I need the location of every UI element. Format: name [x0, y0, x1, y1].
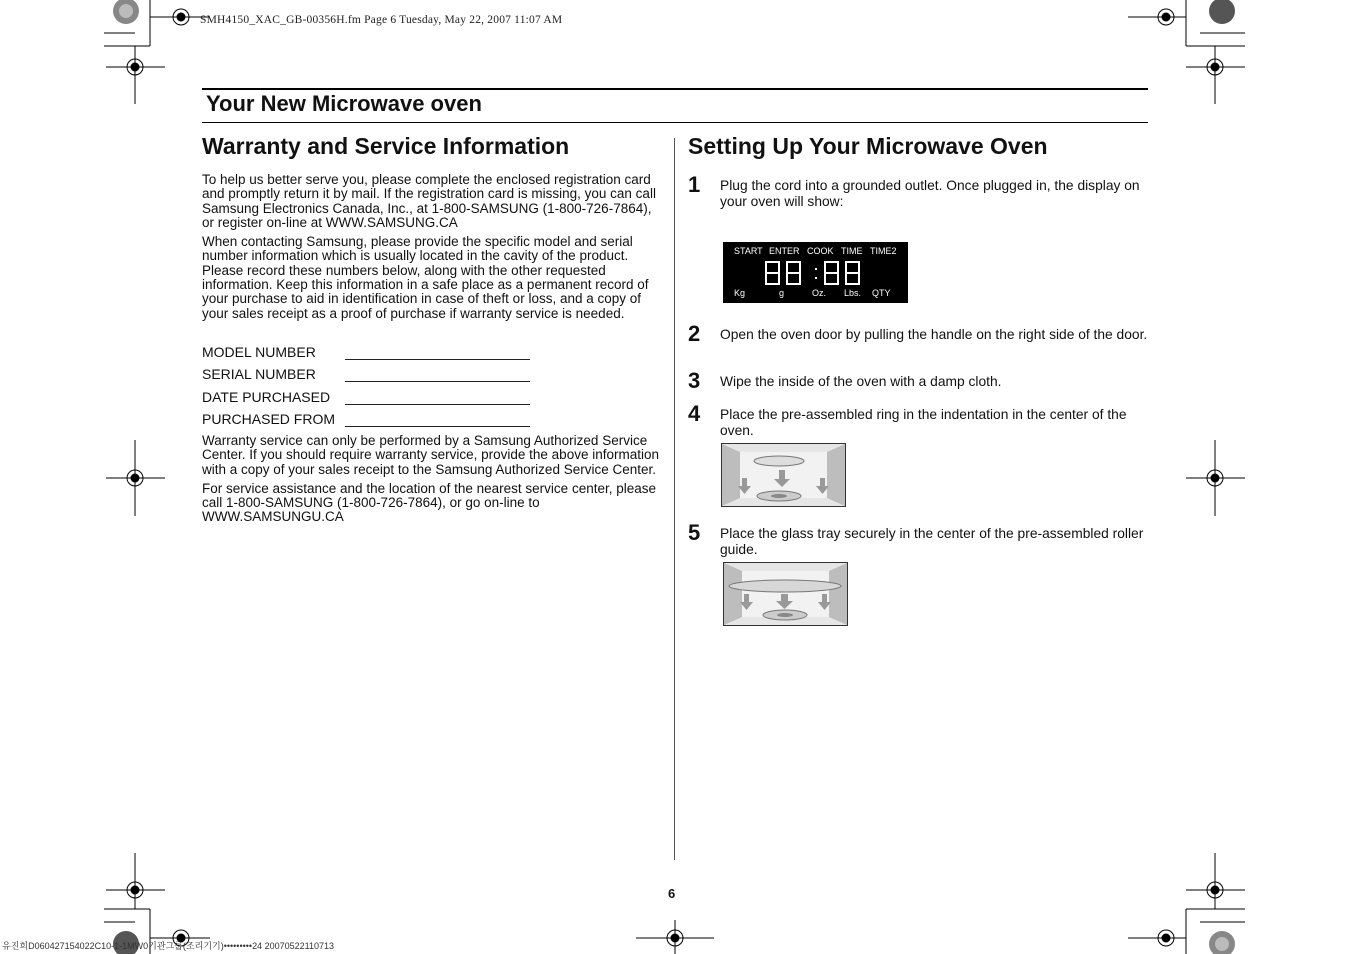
form-row-model: [202, 344, 664, 367]
form-label: MODEL NUMBER: [202, 343, 316, 360]
display-label-time: TIME: [841, 246, 863, 256]
step-text: Place the glass tray securely in the center of the pre-assembled roller guide.: [720, 526, 1144, 557]
warranty-para-1: To help us better serve you, please complete the enclosed registration card and promptly return it by mail. If the registration card is missing, you can call Samsung Electronics Canada, Inc., at 1-800-SAMSUNG (1-800-726-7864), or register on-line at WWW.SAMSUNG.CA: [202, 172, 656, 230]
ring-illustration: [721, 443, 846, 507]
display-label-start: START: [734, 246, 763, 256]
form-row-serial: [202, 366, 664, 389]
setup-heading: Setting Up Your Microwave Oven: [688, 133, 1048, 159]
page-title: Your New Microwave oven: [206, 91, 482, 116]
warranty-heading: Warranty and Service Information: [202, 133, 570, 159]
form-row-date: [202, 389, 664, 412]
display-digits-right: [824, 261, 864, 287]
warranty-para-4: For service assistance and the location of the nearest service center, please call 1-800-SAMSUNG (1-800-726-7864), or go on-line to WWW.SAMSUNGU.CA: [202, 480, 656, 525]
step-number: 4: [688, 401, 701, 426]
oven-display: [723, 242, 908, 303]
display-colon: [815, 265, 817, 283]
form-label: DATE PURCHASED: [202, 388, 331, 405]
display-label-cook: COOK: [807, 246, 834, 256]
display-label-g: g: [779, 288, 785, 298]
footer-code: 유진희D060427154022C10-1-1MW0기관그룹(조리기기)•••••••••24 20070522110713: [2, 941, 334, 951]
file-header: SMH4150_XAC_GB-00356H.fm Page 6 Tuesday, May 22, 2007 11:07 AM: [200, 14, 563, 26]
display-label-lbs: Lbs.: [844, 288, 862, 298]
step-text: Open the oven door by pulling the handle on the right side of the door.: [720, 327, 1148, 342]
display-label-enter: ENTER: [769, 246, 800, 256]
form-label: SERIAL NUMBER: [202, 366, 316, 383]
blank-line: [345, 344, 530, 360]
oven-tray-drawing: [724, 563, 847, 625]
page-number: 6: [668, 886, 676, 901]
registration-form: [202, 344, 664, 434]
step-number: 5: [688, 520, 701, 545]
title-rule-bottom: [202, 122, 1148, 123]
display-digits-left: [765, 261, 805, 287]
step-number: 3: [688, 368, 701, 393]
form-row-purchased-from: [202, 411, 664, 434]
blank-line: [345, 411, 530, 427]
step-number: 1: [688, 172, 701, 197]
blank-line: [345, 366, 530, 382]
warranty-para-2: When contacting Samsung, please provide the specific model and serial number information which is usually located in the cavity of the product. Please record these numbers below, along with the other requested information. Keep this information in a safe place as a permanent record of your purchase to aid in identification in case of theft or loss, and a copy of your sales receipt as a proof of purchase if warranty service is needed.: [202, 234, 649, 321]
display-label-time2: TIME2: [870, 246, 897, 256]
display-label-kg: Kg: [734, 288, 746, 298]
warranty-section: [202, 133, 664, 530]
blank-line: [345, 389, 530, 405]
step-text: Place the pre-assembled ring in the indentation in the center of the oven.: [720, 407, 1127, 438]
display-label-oz: Oz.: [812, 288, 827, 298]
warranty-para-3: Warranty service can only be performed by a Samsung Authorized Service Center. If you should require warranty service, provide the above information with a copy of your sales receipt to the Samsung Authorized Service Center.: [202, 432, 659, 477]
step-text: Wipe the inside of the oven with a damp cloth.: [720, 374, 1002, 389]
step-number: 2: [688, 321, 701, 346]
glass-tray-illustration: [723, 562, 848, 626]
step-text: Plug the cord into a grounded outlet. Once plugged in, the display on your oven will show:: [720, 178, 1140, 209]
form-label: PURCHASED FROM: [202, 411, 336, 428]
title-rule-top: [202, 88, 1148, 90]
display-label-qty: QTY: [872, 288, 891, 298]
column-divider: [674, 138, 675, 860]
oven-ring-drawing: [722, 444, 845, 506]
